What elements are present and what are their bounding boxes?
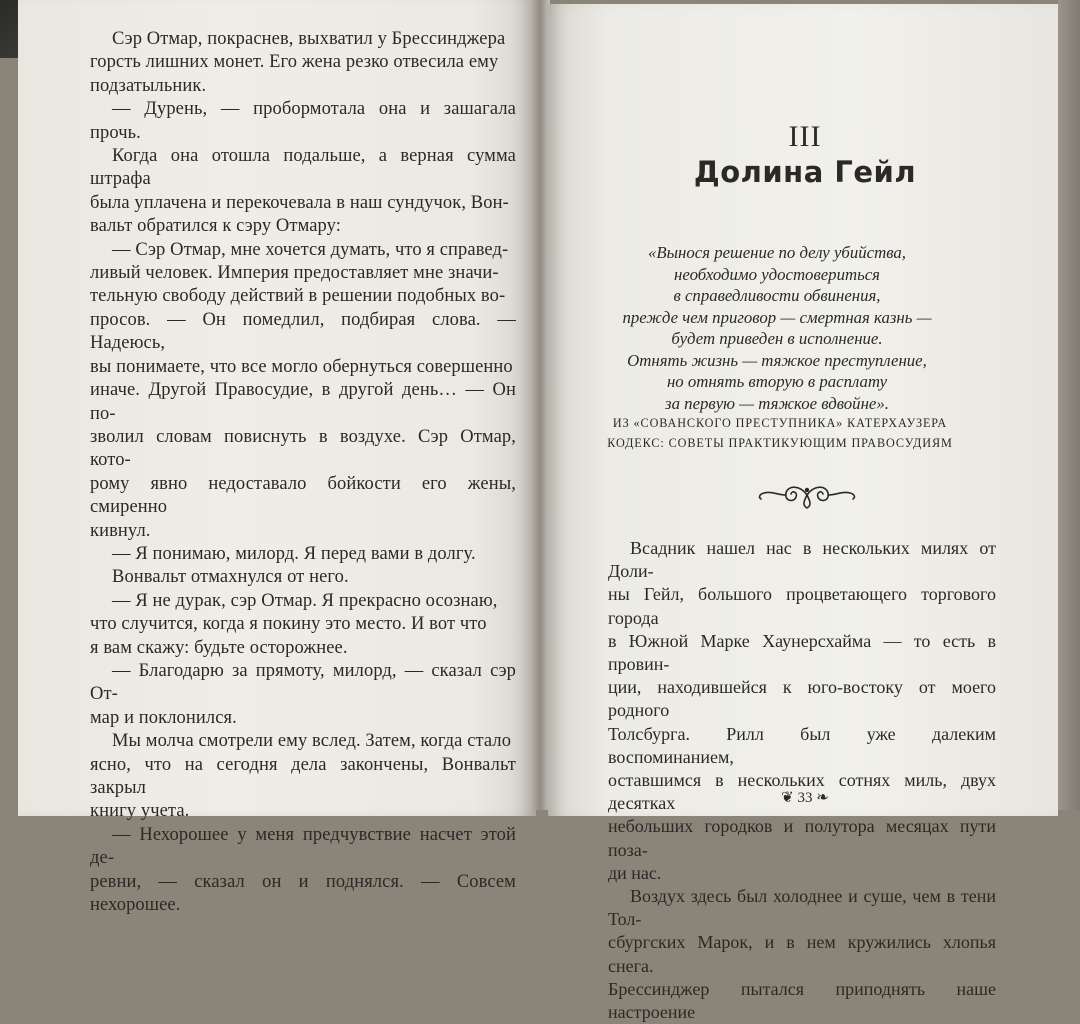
text-line: ди нас.	[608, 862, 662, 883]
text-line: Когда она отошла подальше, а верная сумма штрафа	[90, 146, 516, 190]
right-page-text	[608, 537, 996, 1024]
left-page-text	[90, 28, 516, 917]
epigraph-line: «Вынося решение по делу убийства,	[648, 243, 906, 262]
epigraph-line: в справедливости обвинения,	[673, 286, 881, 305]
text-line: вы понимаете, что все могло обернуться совершенно	[90, 356, 513, 377]
epigraph-line: необходимо удостовериться	[674, 264, 880, 284]
text-line: мар и поклонился.	[90, 707, 237, 728]
book-gutter	[530, 0, 550, 810]
text-line: я вам скажу: будьте осторожнее.	[90, 637, 348, 658]
text-line: рому явно недоставало бойкости его жены, смиренно	[90, 473, 516, 518]
epigraph-line: за первую — тяжкое вдвойне».	[665, 393, 889, 413]
text-line: горсть лишних монет. Его жена резко отвесила ему	[90, 52, 499, 73]
leaf-ornament-icon: ❦	[781, 790, 794, 806]
text-line: сбургских Марок, и в нем кружились хлопья снега.	[608, 932, 996, 976]
text-line: что случится, когда я покину это место. И вот что	[90, 614, 487, 635]
text-line: зволил словам повиснуть в воздухе. Сэр Отмар, кото-	[90, 426, 516, 471]
epigraph-source-line: ИЗ «СОВАНСКОГО ПРЕСТУПНИКА» КАТЕРХАУЗЕРА	[612, 416, 948, 430]
text-line: — Сэр Отмар, мне хочется думать, что я справед-	[112, 239, 509, 260]
text-line: была уплачена и перекочевала в наш сундучок, Вон-	[90, 192, 509, 213]
flourish-ornament-icon	[752, 479, 862, 511]
epigraph-source	[590, 414, 970, 453]
epigraph-source-line: КОДЕКС: СОВЕТЫ ПРАКТИКУЮЩИМ ПРАВОСУДИЯМ	[607, 435, 953, 450]
text-line: тельную свободу действий в решении подобных во-	[90, 286, 506, 307]
text-line: ны Гейл, большого процветающего торгового города	[608, 584, 996, 628]
text-line: Сэр Отмар, покраснев, выхватил у Брессинджера	[112, 29, 506, 49]
text-line: иначе. Другой Правосудие, в другой день… — Он по-	[90, 380, 516, 424]
text-line: в Южной Марке Хаунерсхайма — то есть в провин-	[608, 630, 996, 675]
text-line: кивнул.	[90, 520, 151, 541]
text-line: ясно, что на сегодня дела закончены, Вонвальт закрыл	[90, 754, 516, 798]
text-line: Толсбурга. Рилл был уже далеким воспоминанием,	[608, 723, 996, 767]
text-line: оставшимся в нескольких сотнях миль, двух десятках	[608, 770, 996, 814]
text-line: Брессинджер пытался приподнять наше настроение	[608, 978, 996, 1023]
text-line: Воздух здесь был холоднее и суше, чем в тени Тол-	[608, 886, 996, 930]
epigraph	[612, 242, 942, 414]
text-line: — Я понимаю, милорд. Я перед вами в долгу.	[112, 543, 476, 564]
text-line: небольших городков и полутора месяцах пути поза-	[608, 816, 996, 860]
text-line: Вонвальт отмахнулся от него.	[112, 567, 349, 588]
text-line: вальт обратился к сэру Отмару:	[90, 216, 342, 237]
chapter-number: III	[788, 120, 822, 153]
text-line: просов. — Он помедлил, подбирая слова. — Надеюсь,	[90, 309, 516, 354]
epigraph-line: прежде чем приговор — смертная казнь —	[622, 307, 932, 327]
text-line: — Я не дурак, сэр Отмар. Я прекрасно осознаю,	[112, 590, 498, 611]
epigraph-line: будет приведен в исполнение.	[671, 329, 883, 348]
text-line: — Благодарю за прямоту, милорд, — сказал сэр От-	[90, 660, 516, 705]
text-line: ревни, — сказал он и поднялся. — Совсем нехорошее.	[90, 871, 516, 916]
text-line: ции, находившейся к юго-востоку от моего родного	[608, 677, 996, 721]
page-number-text: 33	[797, 790, 813, 806]
leaf-ornament-icon: ❧	[816, 790, 829, 806]
chapter-title: Долина Гейл	[693, 155, 917, 189]
text-line: — Дурень, — пробормотала она и зашагала прочь.	[90, 99, 516, 143]
text-line: ливый человек. Империя предоставляет мне значи-	[90, 263, 499, 284]
page-edge	[1058, 0, 1080, 810]
text-line: Всадник нашел нас в нескольких милях от Доли-	[608, 538, 996, 582]
epigraph-line: но отнять вторую в расплату	[666, 372, 888, 391]
text-line: книгу учета.	[90, 801, 190, 822]
text-line: подзатыльник.	[90, 75, 207, 96]
text-line: Мы молча смотрели ему вслед. Затем, когда стало	[112, 731, 512, 752]
page-number	[760, 788, 850, 807]
epigraph-line: Отнять жизнь — тяжкое преступление,	[627, 350, 927, 370]
text-line: — Нехорошее у меня предчувствие насчет этой де-	[90, 824, 516, 869]
